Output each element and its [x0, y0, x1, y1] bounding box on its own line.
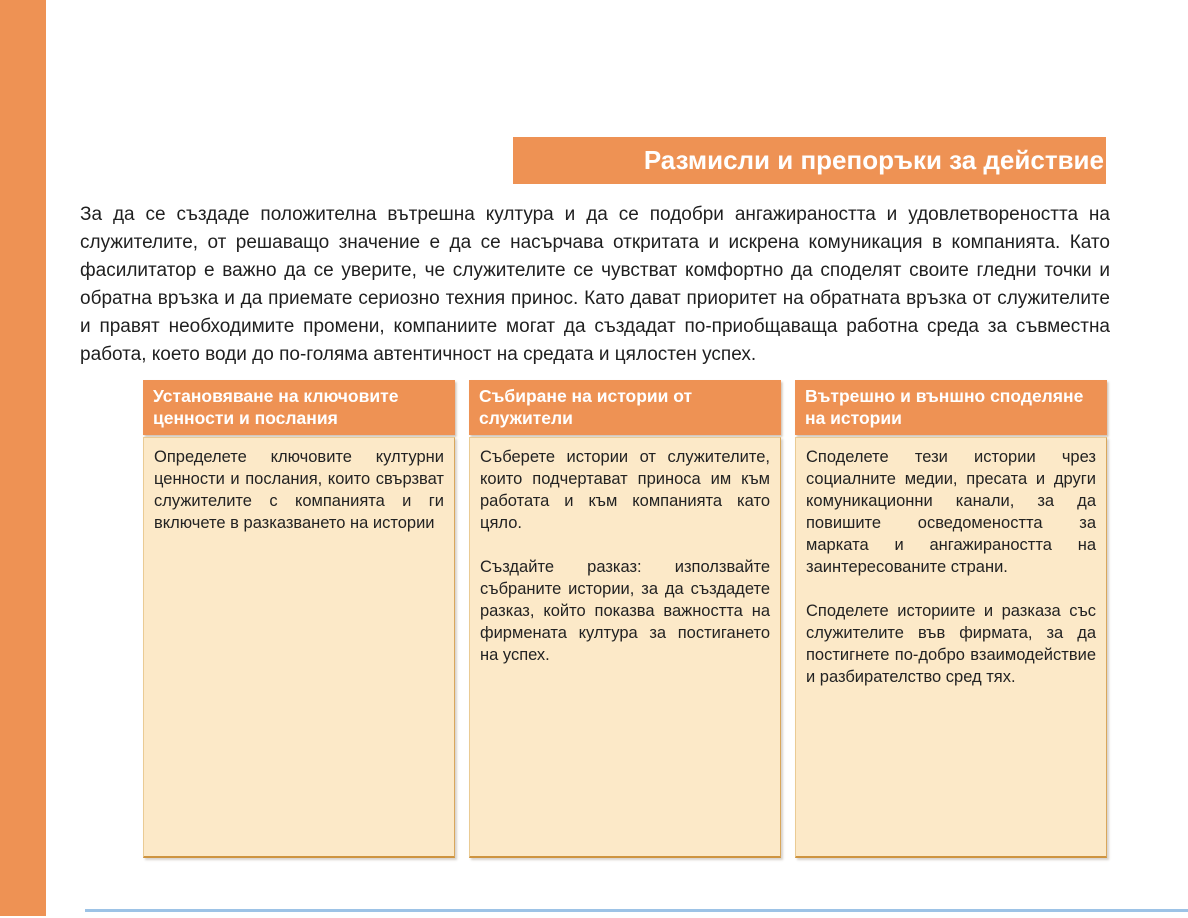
card-title: Установяване на ключовите ценности и послания	[153, 386, 399, 428]
card-header	[143, 380, 455, 435]
card-body	[469, 437, 781, 858]
card-collect-stories	[469, 380, 781, 858]
card-paragraph: Съберете истории от служителите, които подчертават приноса им към работата и към компанията като цяло.	[480, 448, 770, 532]
card-paragraph: Споделете тези истории чрез социалните медии, пресата и други комуникационни канали, за да повишите осведомеността за марката и ангажираността на заинтересованите страни.	[806, 448, 1096, 576]
card-header	[469, 380, 781, 435]
page-title: Размисли и препоръки за действие	[643, 145, 1104, 175]
card-paragraph: Споделете историите и разказа със служителите във фирмата, за да постигнете по-добро взаимодействие и разбирателство сред тях.	[806, 602, 1096, 686]
card-establish-values	[143, 380, 455, 858]
title-banner	[513, 137, 1106, 184]
left-accent-bar	[0, 0, 46, 916]
card-body	[143, 437, 455, 858]
card-title: Вътрешно и външно споделяне на истории	[805, 386, 1084, 428]
bottom-edge-line	[85, 909, 1188, 912]
card-paragraph: Създайте разказ: използвайте събраните истории, за да създадете разказ, който показва важността на фирмената култура за постигането на успех.	[480, 558, 770, 664]
card-share-stories	[795, 380, 1107, 858]
card-header	[795, 380, 1107, 435]
intro-paragraph: За да се създаде положителна вътрешна култура и да се подобри ангажираността и удовлетвореността на служителите, от решаващо значение е да се насърчава откритата и искрена комуникация в компанията. Като фасилитатор е важно да се уверите, че служителите се чувстват комфортно да споделят своите гледни точки и обратна връзка и да приемате сериозно техния принос. Като дават приоритет на обратната връзка от служителите и правят необходимите промени, компаниите могат да създадат по-приобщаваща работна среда за съвместна работа, което води до по-голяма автентичност на средата и цялостен успех.	[80, 204, 1110, 365]
cards-row	[143, 380, 1107, 858]
card-body	[795, 437, 1107, 858]
card-paragraph: Определете ключовите културни ценности и послания, които свързват служителите с компанията и ги включете в разказването на истории	[154, 448, 444, 532]
card-title: Събиране на истории от служители	[479, 386, 693, 428]
